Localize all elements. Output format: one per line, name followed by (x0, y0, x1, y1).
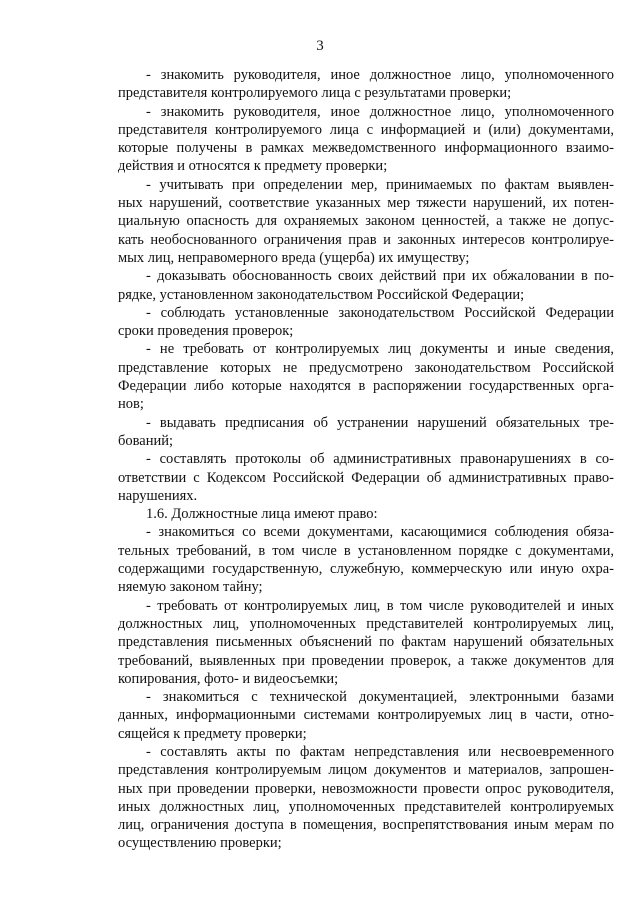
text-line: должностных лиц, уполномоченных представителей контролируемых лиц, (118, 615, 614, 632)
text-line: - выдавать предписания об устранении нарушений обязательных тре- (146, 414, 614, 431)
text-line: лиц, ограничения доступа в помещения, воспрепятствования иным мерам по (118, 817, 614, 834)
text-line: кать необоснованного ограничения прав и законных интересов контролируе- (118, 231, 614, 248)
text-line: - доказывать обоснованность своих действий при их обжаловании в по- (146, 268, 614, 285)
page-number: 3 (316, 38, 324, 54)
text-line: представителя контролируемого лица с результатами проверки; (118, 85, 512, 102)
text-line: представления письменных объяснений по фактам нарушений обязательных (118, 634, 614, 651)
text-line: представителя контролируемого лица с информацией и (или) документами, (118, 121, 614, 138)
document-body (118, 66, 614, 853)
text-line: - составлять протоколы об административных правонарушениях в со- (146, 451, 614, 468)
text-line: данных, информационными системами контролируемых лиц в части, отно- (118, 707, 614, 724)
text-line: сроки проведения проверок; (118, 323, 294, 340)
text-line: ных при проведении проверки, невозможности провести опрос руководителя, (118, 780, 614, 797)
text-line: бований; (118, 432, 174, 449)
text-line: нарушениях. (118, 487, 198, 504)
text-line: представления контролируемым лицом документов и материалов, запрошен- (118, 762, 614, 779)
text-line: - учитывать при определении мер, принимаемых по фактам выявлен- (146, 176, 614, 193)
text-line: - соблюдать установленные законодательством Российской Федерации (146, 304, 614, 321)
text-line: - знакомиться со всеми документами, касающимися соблюдения обяза- (146, 524, 614, 541)
text-line: Федерации либо которые находятся в распоряжении государственных орга- (118, 378, 614, 395)
text-line: сящейся к предмету проверки; (118, 725, 307, 742)
text-line: нов; (118, 396, 144, 413)
text-line: представление которых не предусмотрено законодательством Российской (118, 359, 614, 376)
text-line: требований, выявленных при проведении проверок, а также документов для (118, 652, 614, 669)
text-line: - требовать от контролируемых лиц, в том числе руководителей и иных (146, 597, 614, 614)
text-line: циальную опасность для охраняемых законом ценностей, а также не допус- (118, 213, 614, 230)
text-line: действия и относятся к предмету проверки; (118, 158, 388, 175)
text-line: - знакомить руководителя, иное должностное лицо, уполномоченного (146, 67, 614, 83)
text-line: 1.6. Должностные лица имеют право: (146, 506, 378, 523)
text-line: тельных требований, в том числе в установленном порядке с документами, (118, 542, 614, 559)
text-line: ответствии с Кодексом Российской Федерации об административных право- (118, 469, 614, 486)
text-line: ных нарушений, соответствие указанных мер тяжести нарушений, их потен- (118, 195, 614, 212)
text-line: - знакомиться с технической документацией, электронными базами (146, 689, 614, 706)
text-line: содержащими государственную, служебную, коммерческую или иную охра- (118, 561, 614, 578)
text-line: няемую законом тайну; (118, 579, 263, 596)
text-line: копирования, фото- и видеосъемки; (118, 670, 339, 687)
text-line: осуществлению проверки; (118, 835, 282, 852)
text-line: мых лиц, неправомерного вреда (ущерба) их имуществу; (118, 249, 470, 266)
text-line: иных должностных лиц, уполномоченных представителей контролируемых (118, 798, 614, 815)
text-line: рядке, установленном законодательством Российской Федерации; (118, 286, 525, 303)
text-line: - составлять акты по фактам непредставления или несвоевременного (146, 743, 614, 760)
text-line: которые получены в рамках межведомственного информационного взаимо- (118, 140, 614, 157)
text-line: - не требовать от контролируемых лиц документы и иные сведения, (146, 341, 614, 358)
text-line: - знакомить руководителя, иное должностное лицо, уполномоченного (146, 103, 614, 120)
